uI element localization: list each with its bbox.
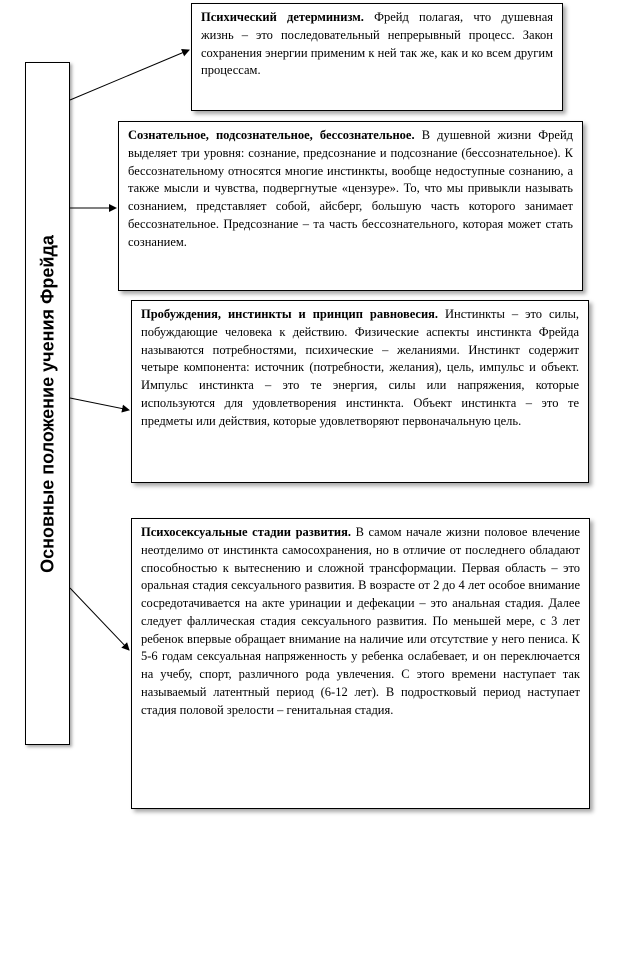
card-psychic-determinism (191, 3, 563, 111)
card-levels-of-consciousness (118, 121, 583, 291)
card-3-body: Инстинкты – это силы, побуждающие человека к действию. Физические аспекты инстинкта Фрейда называются потребностями, психические – желаниями. Инстинкт содержит четыре компонента: источник (потребности, желания), цель, импульс и объект. Импульс инстинкта – это те энергия, силы или напряжения, которые используются для удовлетворения инстинкта. Объект инстинкта – это те предметы или действия, которые удовлетворяют первоначальную цель. (141, 307, 579, 428)
arrow-to-card-4 (70, 588, 129, 650)
card-1-body: Фрейд полагая, что душевная жизнь – это последовательный непрерывный процесс. Закон сохранения энергии применим к ней так же, как и ко всем другим процессам. (201, 10, 553, 78)
card-4-body: В самом начале жизни половое влечение неотделимо от инстинкта самосохранения, но в отличие от последнего обладают способностью к вытеснению и сложной трансформации. Первая область – это оральная стадия сексуального развития. В возрасте от 2 до 4 лет особое внимание сосредотачивается на акте уринации и дефекации – это анальная стадия. Далее следует фаллическая стадия сексуального развития. По меньшей мере, с 3 лет ребенок впервые обращает внимание на наличие или отсутствие у него пениса. К 5-6 годам сексуальная напряженность у ребенка ослабевает, и он переключается на учебу, спорт, различного рода увлечения. С этого времени наступает так называемый латентный период (6-12 лет). В подростковый период наступает стадия половой зрелости – генитальная стадия. (141, 525, 580, 717)
card-instincts (131, 300, 589, 483)
card-3-title: Пробуждения, инстинкты и принцип равновесия. (141, 307, 446, 321)
arrow-to-card-1 (70, 50, 189, 100)
main-topic-box (25, 62, 70, 745)
card-2-body: В душевной жизни Фрейд выделяет три уровня: сознание, предсознание и подсознание (бессознательное). К бессознательному относятся многие инстинкты, вообще недоступные сознанию, а также мысли и чувства, подвергнутые «цензуре». То, что мы привыкли называть сознанием, представляет собой, айсберг, большую часть которого занимает бессознательное. Предсознание – та часть бессознательного, которая может стать сознанием. (128, 128, 573, 249)
card-psychosexual-stages (131, 518, 590, 809)
card-2-title: Сознательное, подсознательное, бессознательное. (128, 128, 422, 142)
card-4-title: Психосексуальные стадии развития. (141, 525, 356, 539)
main-topic-label: Основные положение учения Фрейда (37, 234, 57, 573)
card-1-title: Психический детерминизм. (201, 10, 375, 24)
arrow-to-card-3 (70, 398, 129, 410)
